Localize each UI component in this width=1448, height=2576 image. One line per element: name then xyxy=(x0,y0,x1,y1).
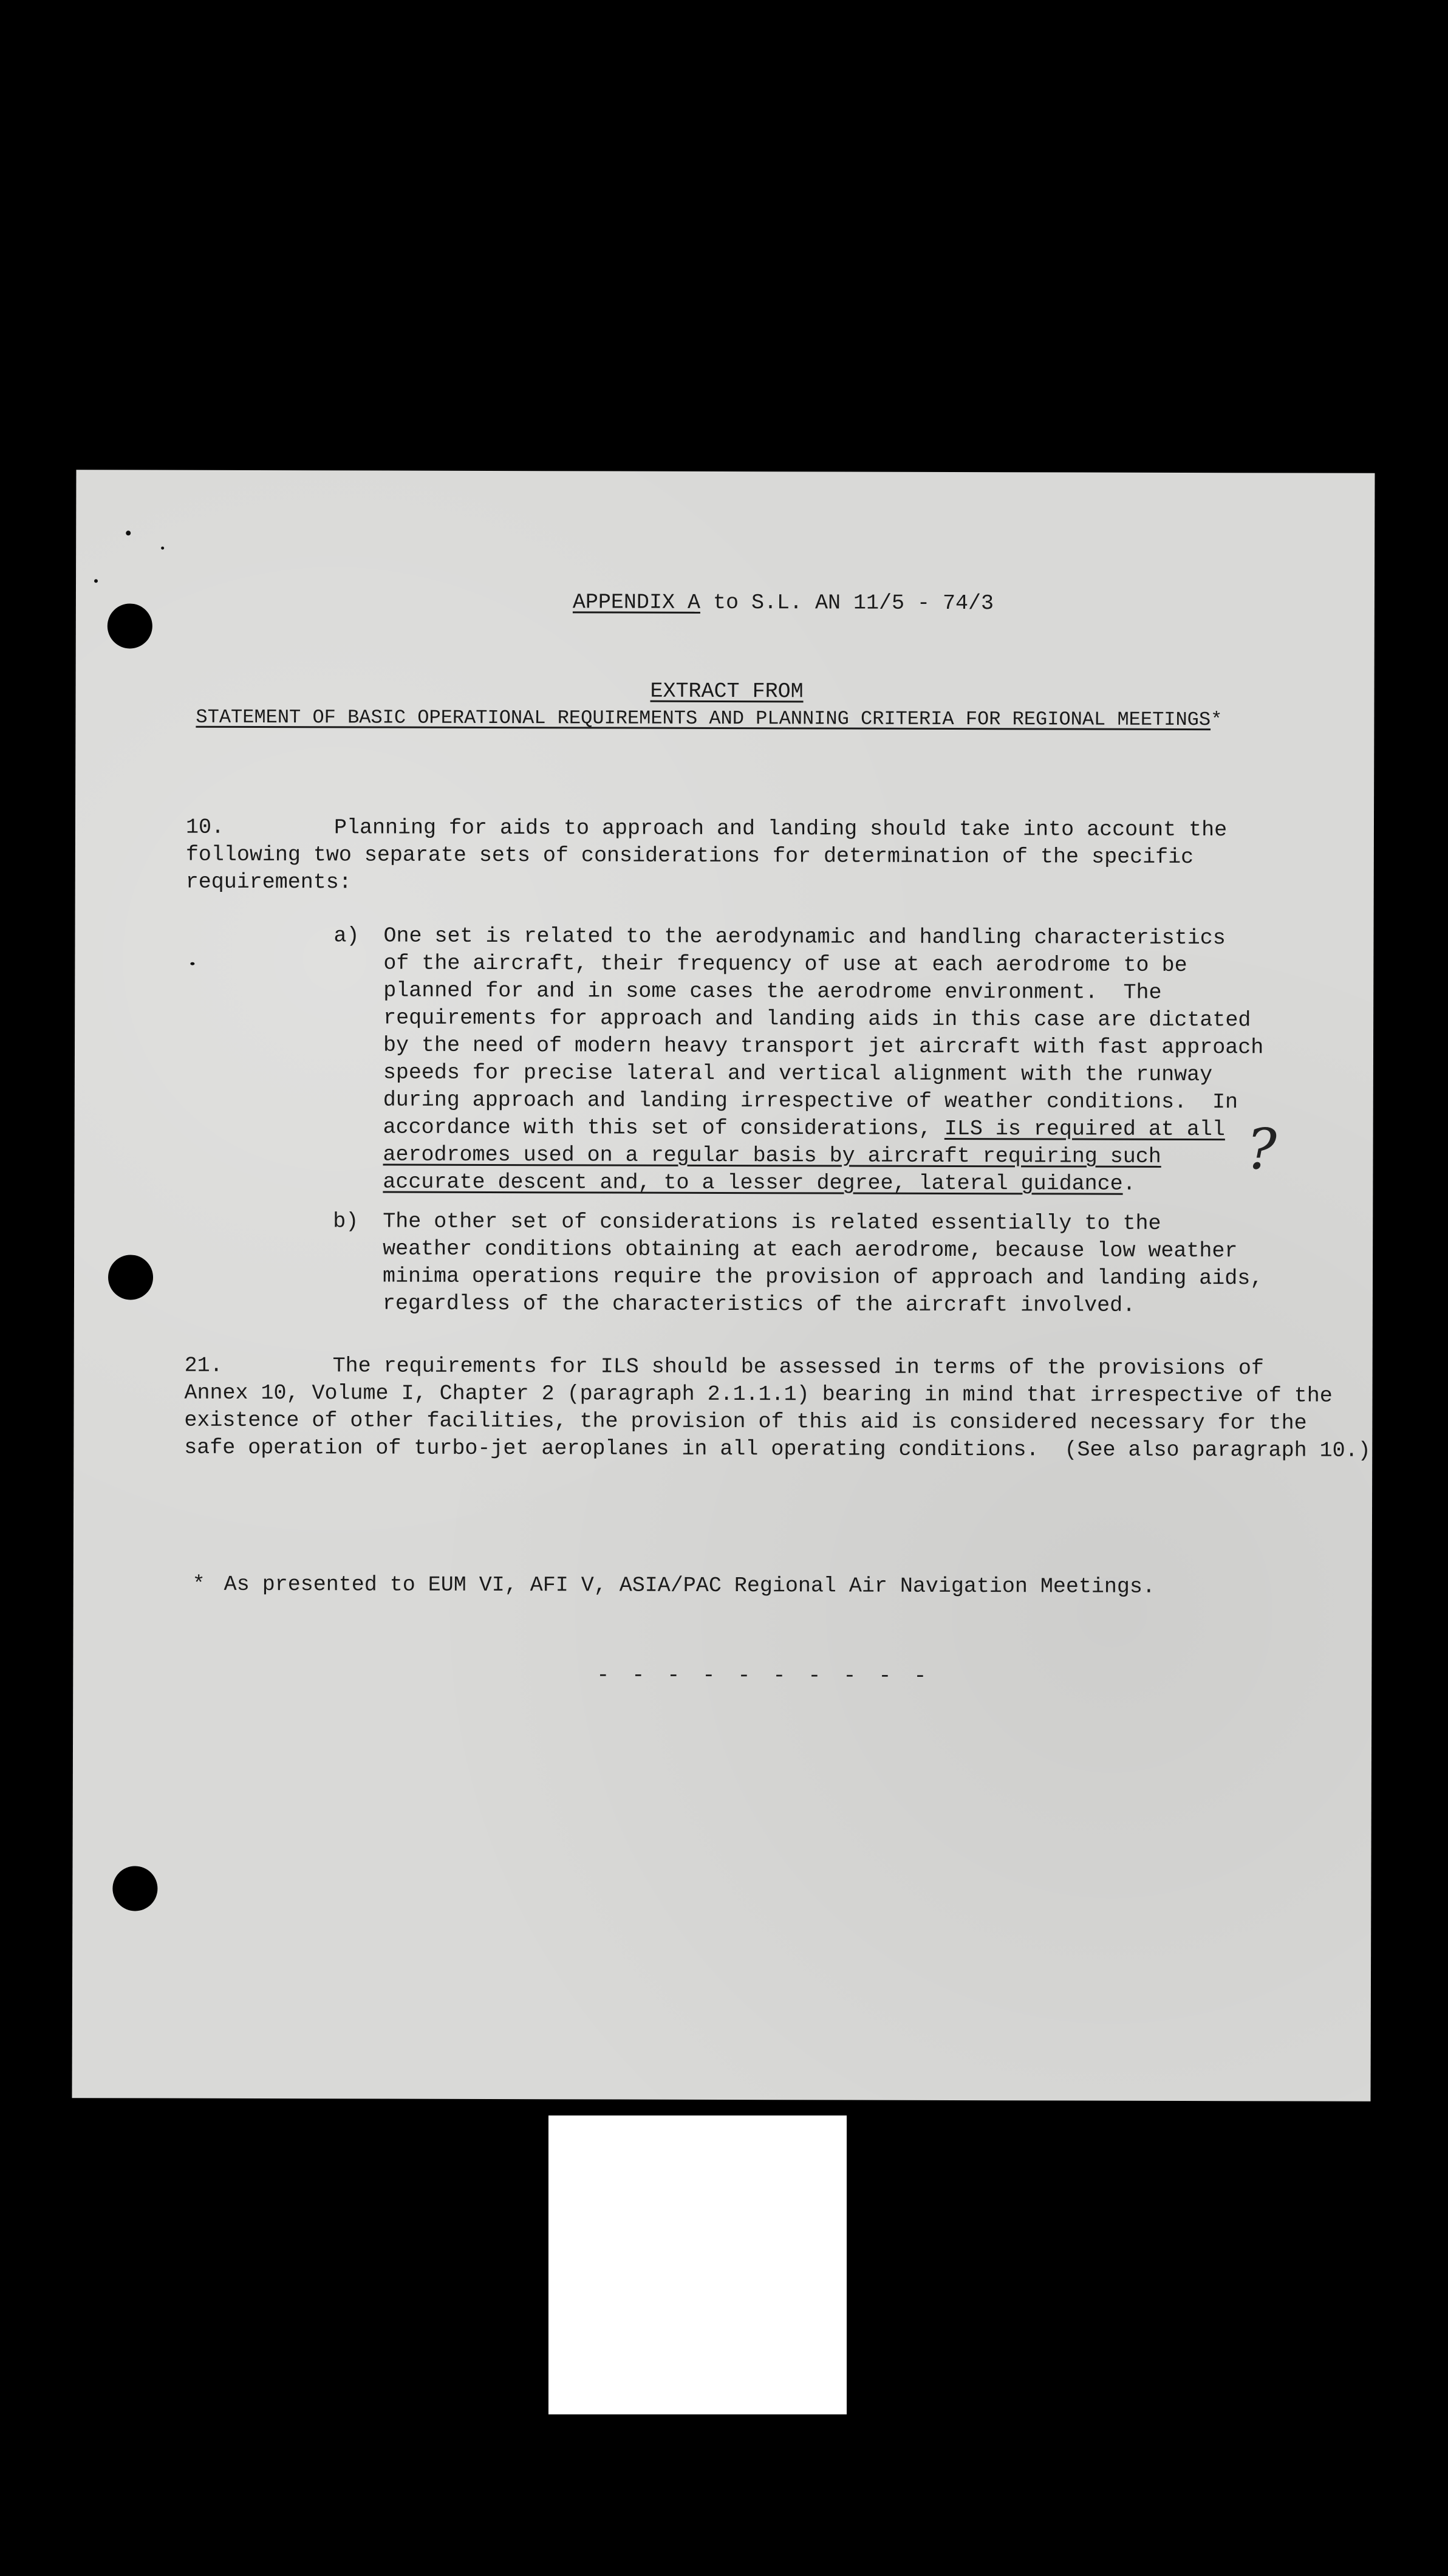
item-a-line-1: One set is related to the aerodynamic and handling characteristics xyxy=(383,923,1226,951)
handwritten-question-mark: ? xyxy=(1246,1117,1277,1182)
item-a-line-8-plain: accordance with this set of considerations, xyxy=(383,1115,944,1141)
ink-speck xyxy=(161,547,164,550)
para-21-line-2: Annex 10, Volume I, Chapter 2 (paragraph 2.1.1.1) bearing in mind that irrespective of the xyxy=(184,1380,1333,1408)
para-21-line-1: The requirements for ILS should be assessed in terms of the provisions of xyxy=(332,1354,1264,1381)
item-b-line-3: minima operations require the provision of approach and landing aids, xyxy=(382,1264,1263,1291)
item-b-line-4: regardless of the characteristics of the aircraft involved. xyxy=(382,1291,1136,1318)
item-a-label: a) xyxy=(333,923,360,948)
item-a-line-10-underlined: accurate descent and, to a lesser degree, lateral guidance xyxy=(383,1170,1123,1196)
punch-hole-middle xyxy=(108,1255,153,1300)
punch-hole-bottom xyxy=(112,1866,157,1911)
footnote-text: As presented to EUM VI, AFI V, ASIA/PAC Regional Air Navigation Meetings. xyxy=(224,1572,1156,1599)
item-a-underlined-text: ILS is required at all xyxy=(944,1116,1225,1142)
item-a-line-7: during approach and landing irrespective of weather conditions. In xyxy=(383,1088,1238,1115)
para-10-number: 10. xyxy=(185,815,225,840)
appendix-label: APPENDIX A xyxy=(572,590,701,615)
document-sheet xyxy=(72,470,1375,2102)
ink-speck xyxy=(94,579,98,583)
para-10-line-2: following two separate sets of considerations for determination of the specific xyxy=(185,842,1194,870)
item-a-line-2: of the aircraft, their frequency of use at each aerodrome to be xyxy=(383,951,1187,978)
item-b-line-1: The other set of considerations is related essentially to the xyxy=(383,1209,1161,1236)
footnote-marker: * xyxy=(192,1572,205,1597)
appendix-reference: to S.L. AN 11/5 - 74/3 xyxy=(700,590,994,616)
para-10-line-3: requirements: xyxy=(185,869,352,895)
appendix-header xyxy=(573,589,994,617)
item-b-label: b) xyxy=(333,1209,359,1234)
para-21-line-4: safe operation of turbo-jet aeroplanes in all operating conditions. (See also paragraph 10.) xyxy=(184,1435,1371,1463)
item-a-line-10-end: . xyxy=(1122,1171,1136,1196)
punch-hole-top xyxy=(108,603,152,648)
para-10-line-1: Planning for aids to approach and landing should take into account the xyxy=(333,815,1228,843)
item-b-line-2: weather conditions obtaining at each aerodrome, because low weather xyxy=(383,1236,1238,1264)
item-a-line-6: speeds for precise lateral and vertical alignment with the runway xyxy=(383,1060,1213,1088)
para-21-line-3: existence of other facilities, the provision of this aid is considered necessary for the xyxy=(184,1408,1307,1436)
title-line-2 xyxy=(196,704,1222,733)
ink-speck xyxy=(190,962,194,965)
title-footnote-marker: * xyxy=(1211,708,1223,731)
item-a-line-8 xyxy=(383,1114,1225,1144)
end-of-document-rule: - - - - - - - - - - xyxy=(596,1663,932,1688)
item-a-line-3: planned for and in some cases the aerodrome environment. The xyxy=(383,978,1162,1005)
item-a-line-4: requirements for approach and landing aids in this case are dictated xyxy=(383,1005,1251,1033)
title-line-1: EXTRACT FROM xyxy=(650,679,804,704)
ink-speck xyxy=(126,530,131,535)
title-statement: STATEMENT OF BASIC OPERATIONAL REQUIREMENTS AND PLANNING CRITERIA FOR REGIONAL MEETINGS xyxy=(196,705,1211,731)
item-a-line-5: by the need of modern heavy transport jet aircraft with fast approach xyxy=(383,1033,1264,1060)
para-21-number: 21. xyxy=(184,1353,223,1378)
item-a-line-10 xyxy=(383,1169,1135,1198)
blank-white-slip xyxy=(548,2115,847,2414)
item-a-line-9: aerodromes used on a regular basis by aircraft requiring such xyxy=(383,1142,1161,1169)
